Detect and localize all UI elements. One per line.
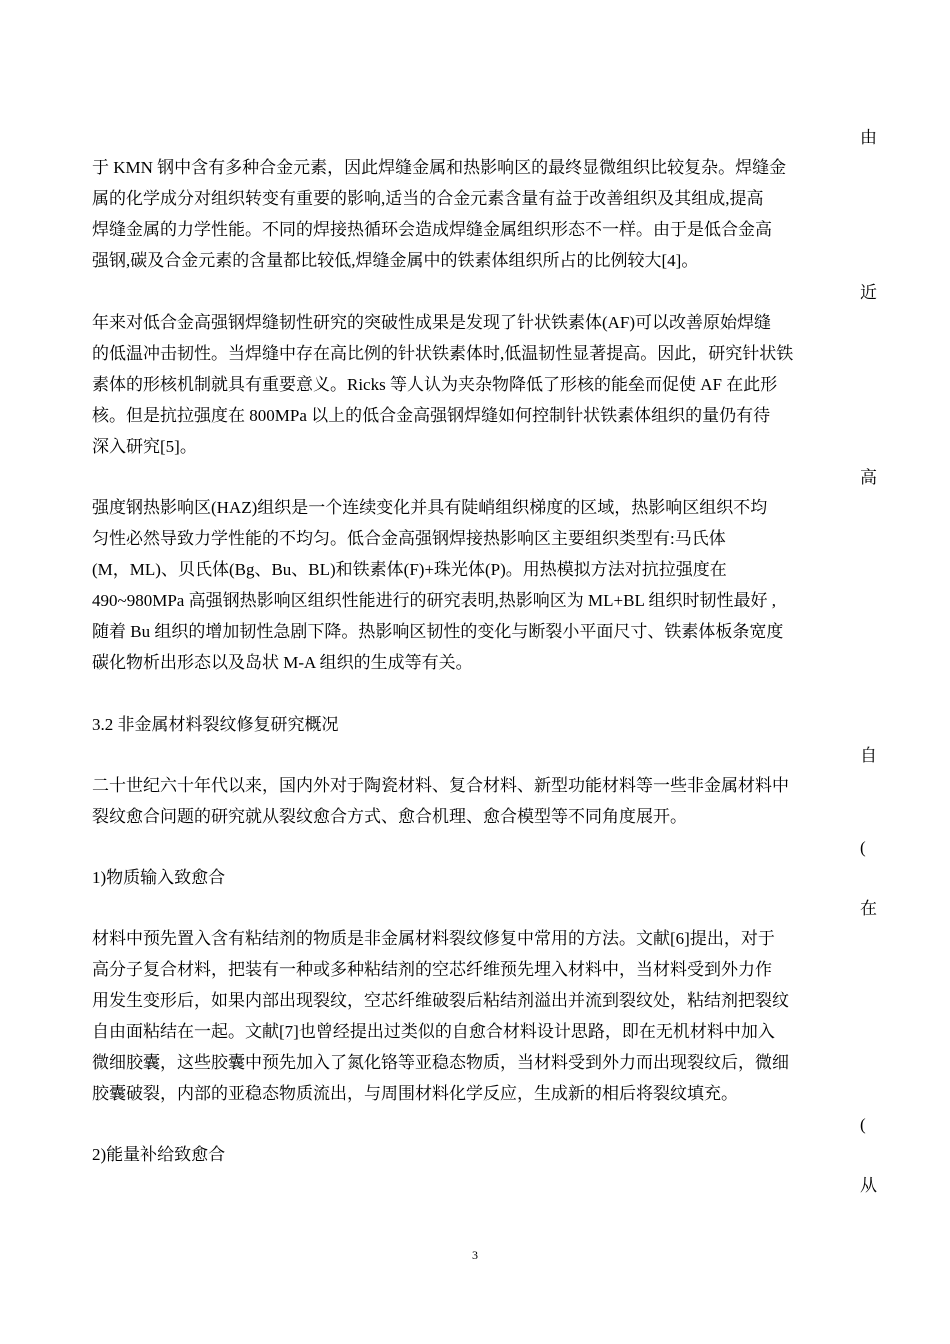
paragraph-6-first-char: 从	[860, 1176, 877, 1195]
paragraph-3-line-1: 强度钢热影响区(HAZ)组织是一个连续变化并具有陡峭组织梯度的区域，热影响区组织不均	[92, 498, 768, 517]
paragraph-4-first-char: 自	[860, 746, 877, 765]
paragraph-4-line-2: 裂纹愈合问题的研究就从裂纹愈合方式、愈合机理、愈合模型等不同角度展开。	[92, 807, 687, 826]
paragraph-3-line-3: (M，ML)、贝氏体(Bg、Bu、BL)和铁素体(F)+珠光体(P)。用热模拟方法对抗拉强度在	[92, 560, 727, 579]
paragraph-1-line-1: 于 KMN 钢中含有多种合金元素，因此焊缝金属和热影响区的最终显微组织比较复杂。焊缝金	[92, 158, 787, 177]
subheading-1-first-char: (	[860, 838, 866, 857]
paragraph-3-line-5: 随着 Bu 组织的增加韧性急剧下降。热影响区韧性的变化与断裂小平面尺寸、铁素体板条宽度	[92, 622, 784, 641]
subheading-2-first-char: (	[860, 1115, 866, 1134]
section-heading: 3.2 非金属材料裂纹修复研究概况	[92, 715, 339, 734]
paragraph-1-line-2: 属的化学成分对组织转变有重要的影响,适当的合金元素含量有益于改善组织及其组成,提高	[92, 189, 764, 208]
paragraph-5-line-5: 微细胶囊，这些胶囊中预先加入了氮化铬等亚稳态物质，当材料受到外力而出现裂纹后，微细	[92, 1053, 789, 1072]
paragraph-2-line-4: 核。但是抗拉强度在 800MPa 以上的低合金高强钢焊缝如何控制针状铁素体组织的量仍有待	[92, 406, 771, 425]
paragraph-5-line-6: 胶囊破裂，内部的亚稳态物质流出，与周围材料化学反应，生成新的相后将裂纹填充。	[92, 1084, 738, 1103]
paragraph-5-line-4: 自由面粘结在一起。文献[7]也曾经提出过类似的自愈合材料设计思路，即在无机材料中加入	[92, 1022, 775, 1041]
subheading-1: 1)物质输入致愈合	[92, 868, 226, 887]
paragraph-3-line-4: 490~980MPa 高强钢热影响区组织性能进行的研究表明,热影响区为 ML+BL 组织时韧性最好 ,	[92, 591, 776, 610]
paragraph-3-first-char: 高	[860, 468, 877, 487]
paragraph-5-line-3: 用发生变形后，如果内部出现裂纹，空芯纤维破裂后粘结剂溢出并流到裂纹处，粘结剂把裂纹	[92, 991, 789, 1010]
subheading-2: 2)能量补给致愈合	[92, 1145, 226, 1164]
paragraph-2-line-3: 素体的形核机制就具有重要意义。Ricks 等人认为夹杂物降低了形核的能垒而促使 AF 在此形	[92, 375, 778, 394]
paragraph-1-line-3: 焊缝金属的力学性能。不同的焊接热循环会造成焊缝金属组织形态不一样。由于是低合金高	[92, 220, 772, 239]
paragraph-5-line-2: 高分子复合材料，把装有一种或多种粘结剂的空芯纤维预先埋入材料中，当材料受到外力作	[92, 960, 772, 979]
page-number: 3	[472, 1248, 478, 1262]
paragraph-5-first-char: 在	[860, 899, 877, 918]
paragraph-3-line-2: 匀性必然导致力学性能的不均匀。低合金高强钢焊接热影响区主要组织类型有:马氏体	[92, 529, 726, 548]
paragraph-2-line-2: 的低温冲击韧性。当焊缝中存在高比例的针状铁素体时,低温韧性显著提高。因此，研究针状铁	[92, 344, 794, 363]
paragraph-1-line-4: 强钢,碳及合金元素的含量都比较低,焊缝金属中的铁素体组织所占的比例较大[4]。	[92, 251, 699, 270]
paragraph-2-line-5: 深入研究[5]。	[92, 437, 197, 456]
paragraph-2-line-1: 年来对低合金高强钢焊缝韧性研究的突破性成果是发现了针状铁素体(AF)可以改善原始焊缝	[92, 313, 772, 332]
paragraph-2-first-char: 近	[860, 283, 877, 302]
paragraph-1-first-char: 由	[860, 128, 877, 147]
paragraph-5-line-1: 材料中预先置入含有粘结剂的物质是非金属材料裂纹修复中常用的方法。文献[6]提出，对于	[92, 929, 775, 948]
paragraph-4-line-1: 二十世纪六十年代以来，国内外对于陶瓷材料、复合材料、新型功能材料等一些非金属材料中	[92, 776, 789, 795]
paragraph-3-line-6: 碳化物析出形态以及岛状 M-A 组织的生成等有关。	[92, 653, 473, 672]
